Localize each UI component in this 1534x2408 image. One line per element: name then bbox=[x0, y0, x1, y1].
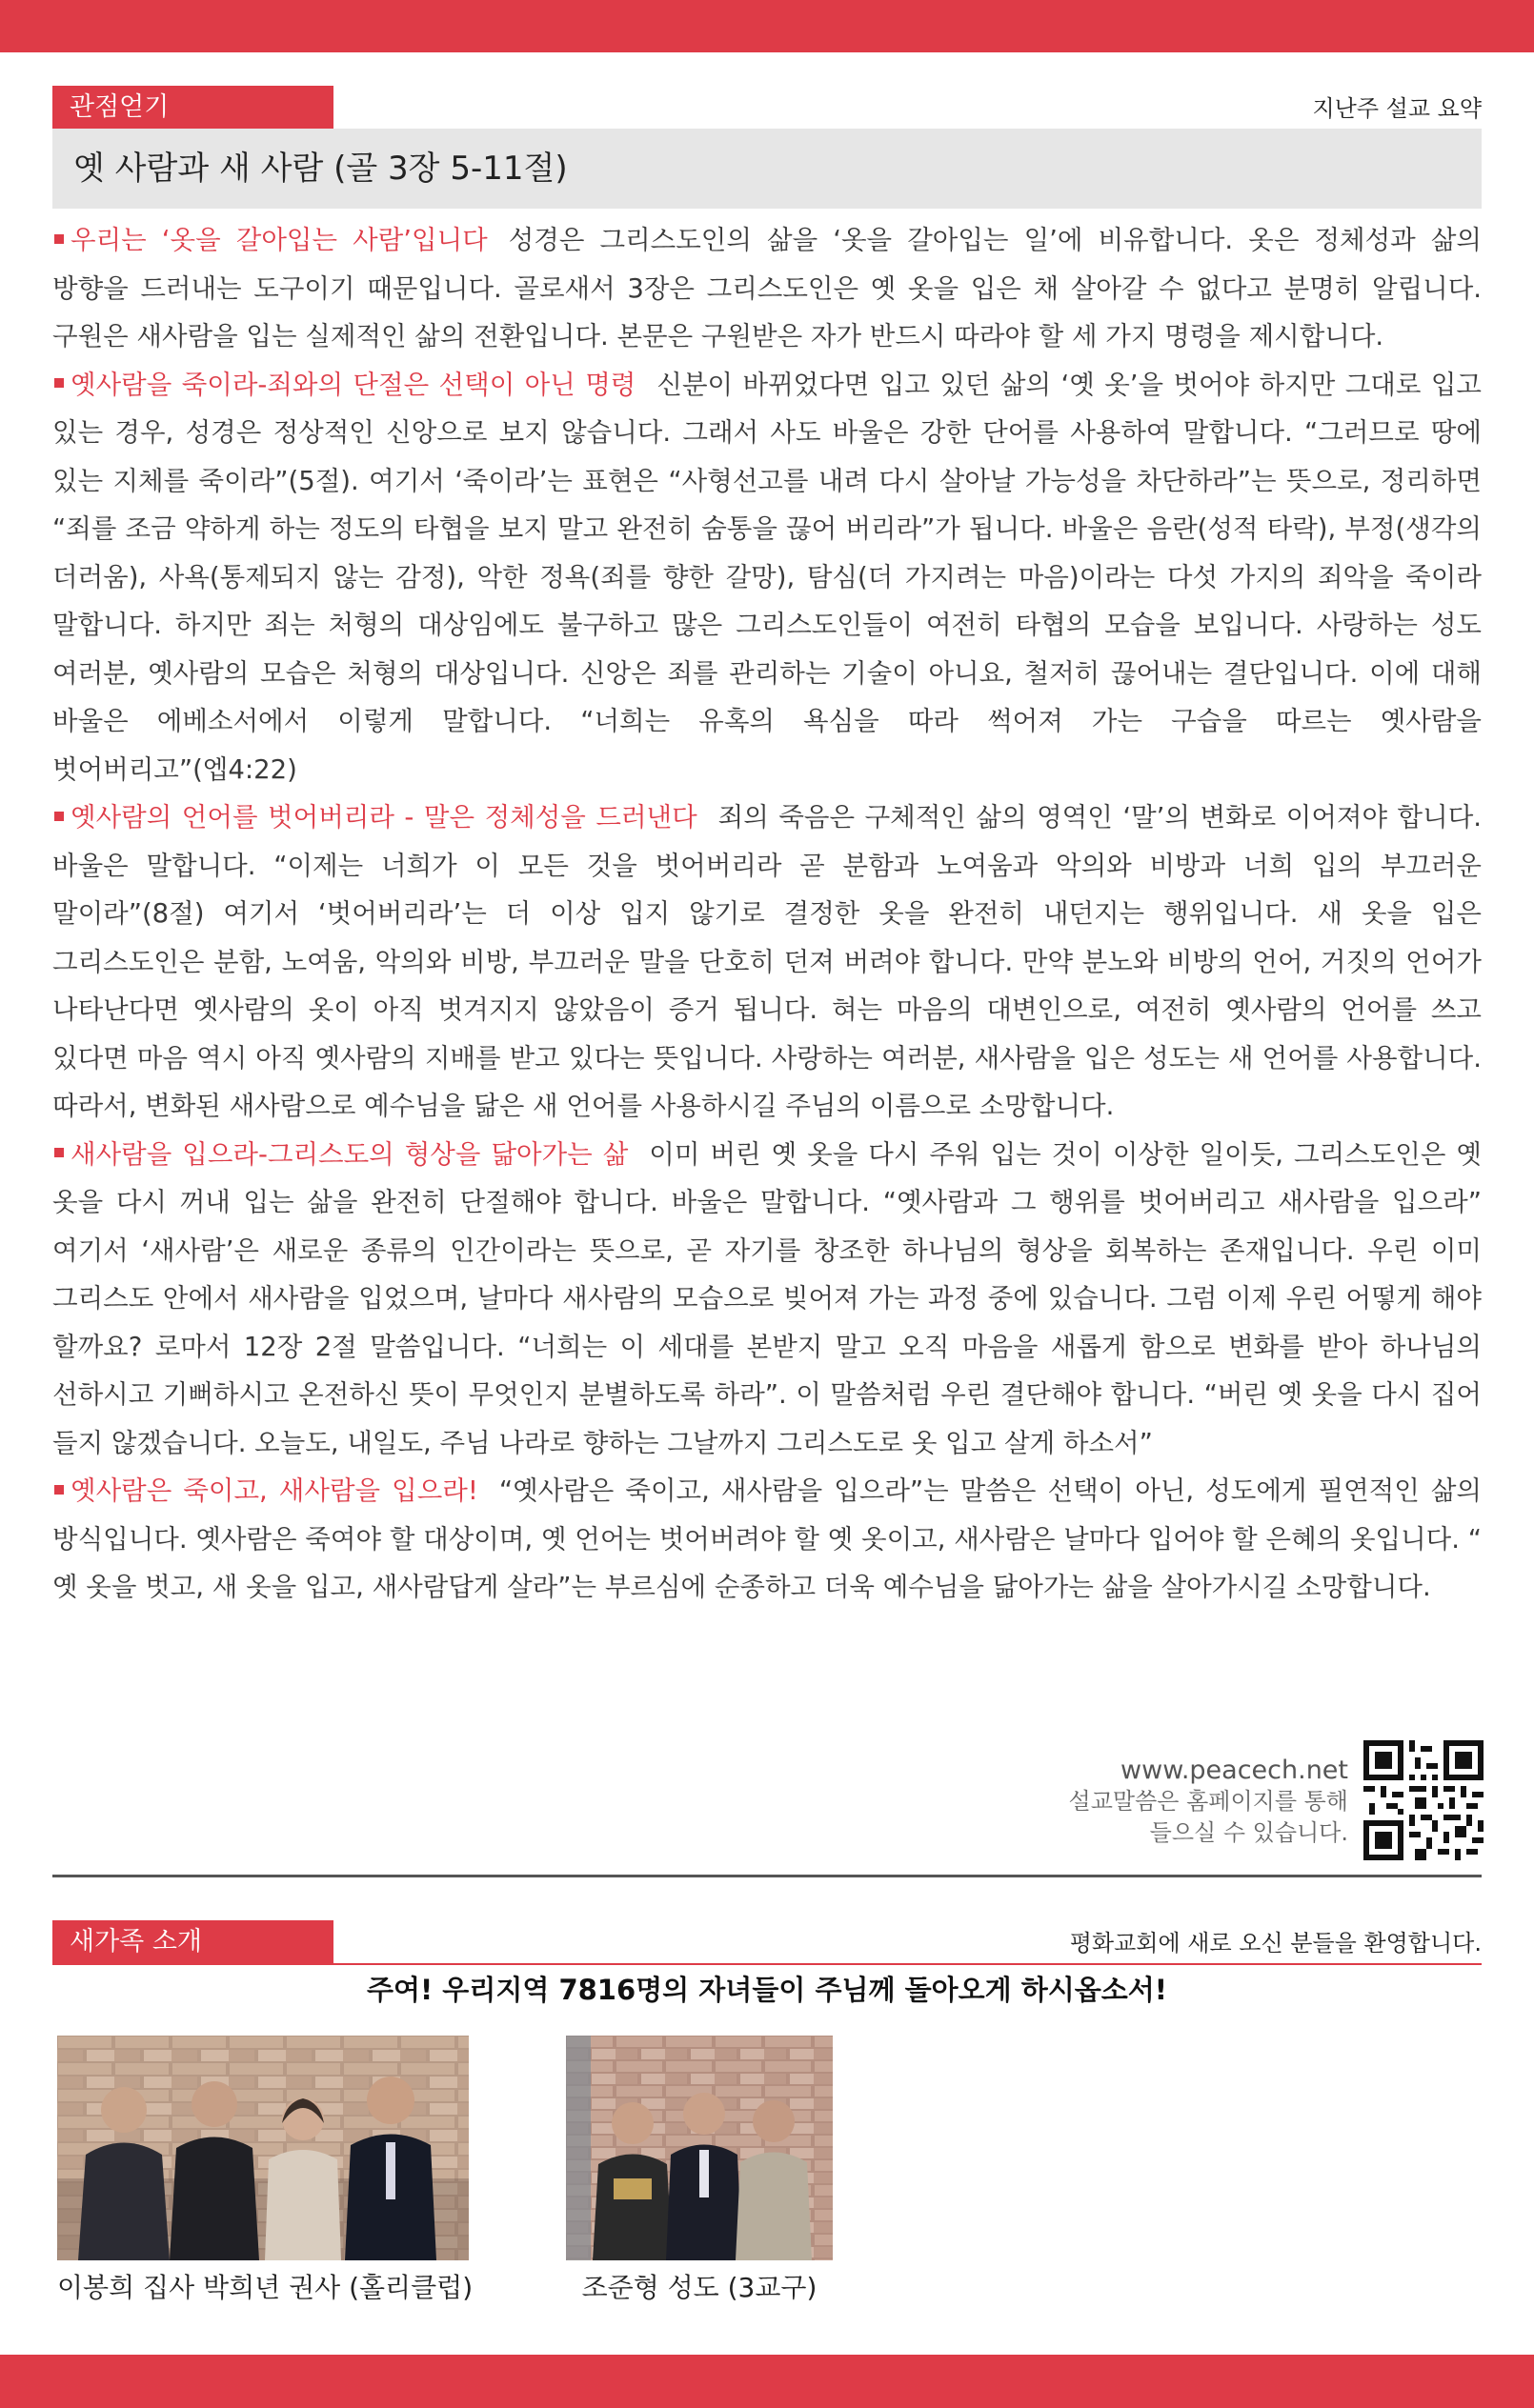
bullet-icon bbox=[54, 234, 64, 244]
paragraph-heading: 우리는 ‘옷을 갈아입는 사람’입니다 bbox=[71, 225, 488, 255]
new-family-section-tag: 새가족 소개 bbox=[52, 1920, 333, 1963]
bullet-icon bbox=[54, 378, 64, 388]
website-url[interactable]: www.peacech.net bbox=[1120, 1756, 1348, 1785]
sermon-body bbox=[52, 216, 1482, 1612]
section-divider bbox=[52, 1875, 1482, 1877]
paragraph-heading: 옛사람의 언어를 벗어버리라 - 말은 정체성을 드러낸다 bbox=[71, 802, 697, 833]
prayer-line: 주여! 우리지역 7816명의 자녀들이 주님께 돌아오게 하시옵소서! bbox=[366, 1974, 1168, 2006]
paragraph-heading: 옛사람은 죽이고, 새사람을 입으라! bbox=[71, 1475, 478, 1506]
paragraph-text: 성경은 그리스도인의 삶을 ‘옷을 갈아입는 일’에 비유합니다. 옷은 정체성과 삶의 방향을 드러내는 도구이기 때문입니다. 골로새서 3장은 그리스도인은 옛 옷을 입은 채 살아갈 수 없다고 분명히 알립니다. 구원은 새사람을 입는 실제적인 삶의 전환입니다. 본문은 구원받은 자가 반드시 따라야 할 세 가지 명령을 제시합니다. bbox=[52, 225, 1482, 351]
top-color-bar bbox=[0, 0, 1534, 52]
sermon-title: 옛 사람과 새 사람 (골 3장 5-11절) bbox=[52, 129, 1482, 209]
sermon-paragraph-4 bbox=[52, 1131, 1482, 1468]
sermon-section-tag: 관점얻기 bbox=[52, 86, 333, 129]
bullet-icon bbox=[54, 1485, 64, 1495]
website-note-line1: 설교말씀은 홈페이지를 통해 bbox=[1068, 1788, 1348, 1815]
website-note-line2: 들으실 수 있습니다. bbox=[1149, 1819, 1348, 1846]
sermon-paragraph-5 bbox=[52, 1467, 1482, 1612]
qr-code-icon bbox=[1363, 1740, 1484, 1860]
photo-2-caption: 조준형 성도 (3교구) bbox=[581, 2272, 817, 2303]
new-family-section-header bbox=[52, 1920, 1482, 1965]
paragraph-text: 신분이 바뀌었다면 입고 있던 삶의 ‘옛 옷’을 벗어야 하지만 그대로 입고 있는 경우, 성경은 정상적인 신앙으로 보지 않습니다. 그래서 사도 바울은 강한 단어를 사용하여 말합니다. “그러므로 땅에 있는 지체를 죽이라”(5절). 여기서 ‘죽이라’는 표현은 “사형선고를 내려 다시 살아날 가능성을 차단하라”는 뜻으로, 정리하면 “죄를 조금 약하게 하는 정도의 타협을 보지 말고 완전히 숨통을 끊어 버리라”가 됩니다. 바울은 음란(성적 타락), 부정(생각의 더러움), 사욕(통제되지 않는 감정), 악한 정욕(죄를 향한 갈망), 탐심(더 가지려는 마음)이라는 다섯 가지의 죄악을 죽이라 말합니다. 하지만 죄는 처형의 대상임에도 불구하고 많은 그리스도인들이 여전히 타협의 모습을 보입니다. 사랑하는 성도 여러분, 옛사람의 모습은 처형의 대상입니다. 신앙은 죄를 관리하는 기술이 아니요, 철저히 끊어내는 결단입니다. 이에 대해 바울은 에베소서에서 이렇게 말합니다. “너희는 유혹의 욕심을 따라 썩어져 가는 구습을 따르는 옛사람을 벗어버리고”(엡4:22) bbox=[52, 369, 1483, 785]
sermon-paragraph-2 bbox=[52, 361, 1482, 794]
paragraph-heading: 옛사람을 죽이라-죄와의 단절은 선택이 아닌 명령 bbox=[71, 369, 636, 400]
paragraph-text: “옛사람은 죽이고, 새사람을 입으라”는 말씀은 선택이 아닌, 성도에게 필연적인 삶의 방식입니다. 옛사람은 죽여야 할 대상이며, 옛 언어는 벗어버려야 할 옛 옷이고, 새사람은 날마다 입어야 할 은혜의 옷입니다. “ 옛 옷을 벗고, 새 옷을 입고, 새사람답게 살라”는 부르심에 순종하고 더욱 예수님을 닮아가는 삶을 살아가시길 소망합니다. bbox=[52, 1475, 1482, 1602]
bottom-color-bar bbox=[0, 2355, 1534, 2408]
new-family-photo-1 bbox=[57, 2036, 469, 2260]
sermon-paragraph-3 bbox=[52, 793, 1482, 1131]
bullet-icon bbox=[54, 1148, 64, 1157]
new-family-section-label: 평화교회에 새로 오신 분들을 환영합니다. bbox=[1069, 1930, 1482, 1956]
website-info bbox=[1069, 1755, 1348, 1849]
photo-1-caption: 이봉희 집사 박희년 권사 (홀리클럽) bbox=[57, 2272, 474, 2303]
sermon-paragraph-1 bbox=[52, 216, 1482, 361]
paragraph-text: 죄의 죽음은 구체적인 삶의 영역인 ‘말’의 변화로 이어져야 합니다. 바울은 말합니다. “이제는 너희가 이 모든 것을 벗어버리라 곧 분함과 노여움과 악의와 비방과 너희 입의 부끄러운 말이라”(8절) 여기서 ‘벗어버리라’는 더 이상 입지 않기로 결정한 옷을 완전히 내던지는 행위입니다. 새 옷을 입은 그리스도인은 분함, 노여움, 악의와 비방, 부끄러운 말을 단호히 던져 버려야 합니다. 만약 분노와 비방의 언어, 거짓의 언어가 나타난다면 옛사람의 옷이 아직 벗겨지지 않았음이 증거 됩니다. 혀는 마음의 대변인으로, 여전히 옛사람의 언어를 쓰고 있다면 마음 역시 아직 옛사람의 지배를 받고 있다는 뜻입니다. 사랑하는 여러분, 새사람을 입은 성도는 새 언어를 사용합니다. 따라서, 변화된 새사람으로 예수님을 닮은 새 언어를 사용하시길 주님의 이름으로 소망합니다. bbox=[52, 802, 1482, 1121]
bullet-icon bbox=[54, 812, 64, 821]
new-family-photo-2 bbox=[566, 2036, 833, 2260]
paragraph-text: 이미 버린 옛 옷을 다시 주워 입는 것이 이상한 일이듯, 그리스도인은 옛 옷을 다시 꺼내 입는 삶을 완전히 단절해야 합니다. 바울은 말합니다. “옛사람과 그 행위를 벗어버리고 새사람을 입으라” 여기서 ‘새사람’은 새로운 종류의 인간이라는 뜻으로, 곧 자기를 창조한 하나님의 형상을 회복하는 존재입니다. 우린 이미 그리스도 안에서 새사람을 입었으며, 날마다 새사람의 모습으로 빚어져 가는 과정 중에 있습니다. 그럼 이제 우린 어떻게 해야 할까요? 로마서 12장 2절 말씀입니다. “너희는 이 세대를 본받지 말고 오직 마음을 새롭게 함으로 변화를 받아 하나님의 선하시고 기뻐하시고 온전하신 뜻이 무엇인지 분별하도록 하라”. 이 말씀처럼 우린 결단해야 합니다. “버린 옛 옷을 다시 집어 들지 않겠습니다. 오늘도, 내일도, 주님 나라로 향하는 그날까지 그리스도로 옷 입고 살게 하소서” bbox=[52, 1138, 1482, 1458]
paragraph-heading: 새사람을 입으라-그리스도의 형상을 닮아가는 삶 bbox=[71, 1138, 629, 1170]
sermon-section-label: 지난주 설교 요약 bbox=[1312, 95, 1482, 122]
sermon-section-header bbox=[52, 86, 1482, 130]
